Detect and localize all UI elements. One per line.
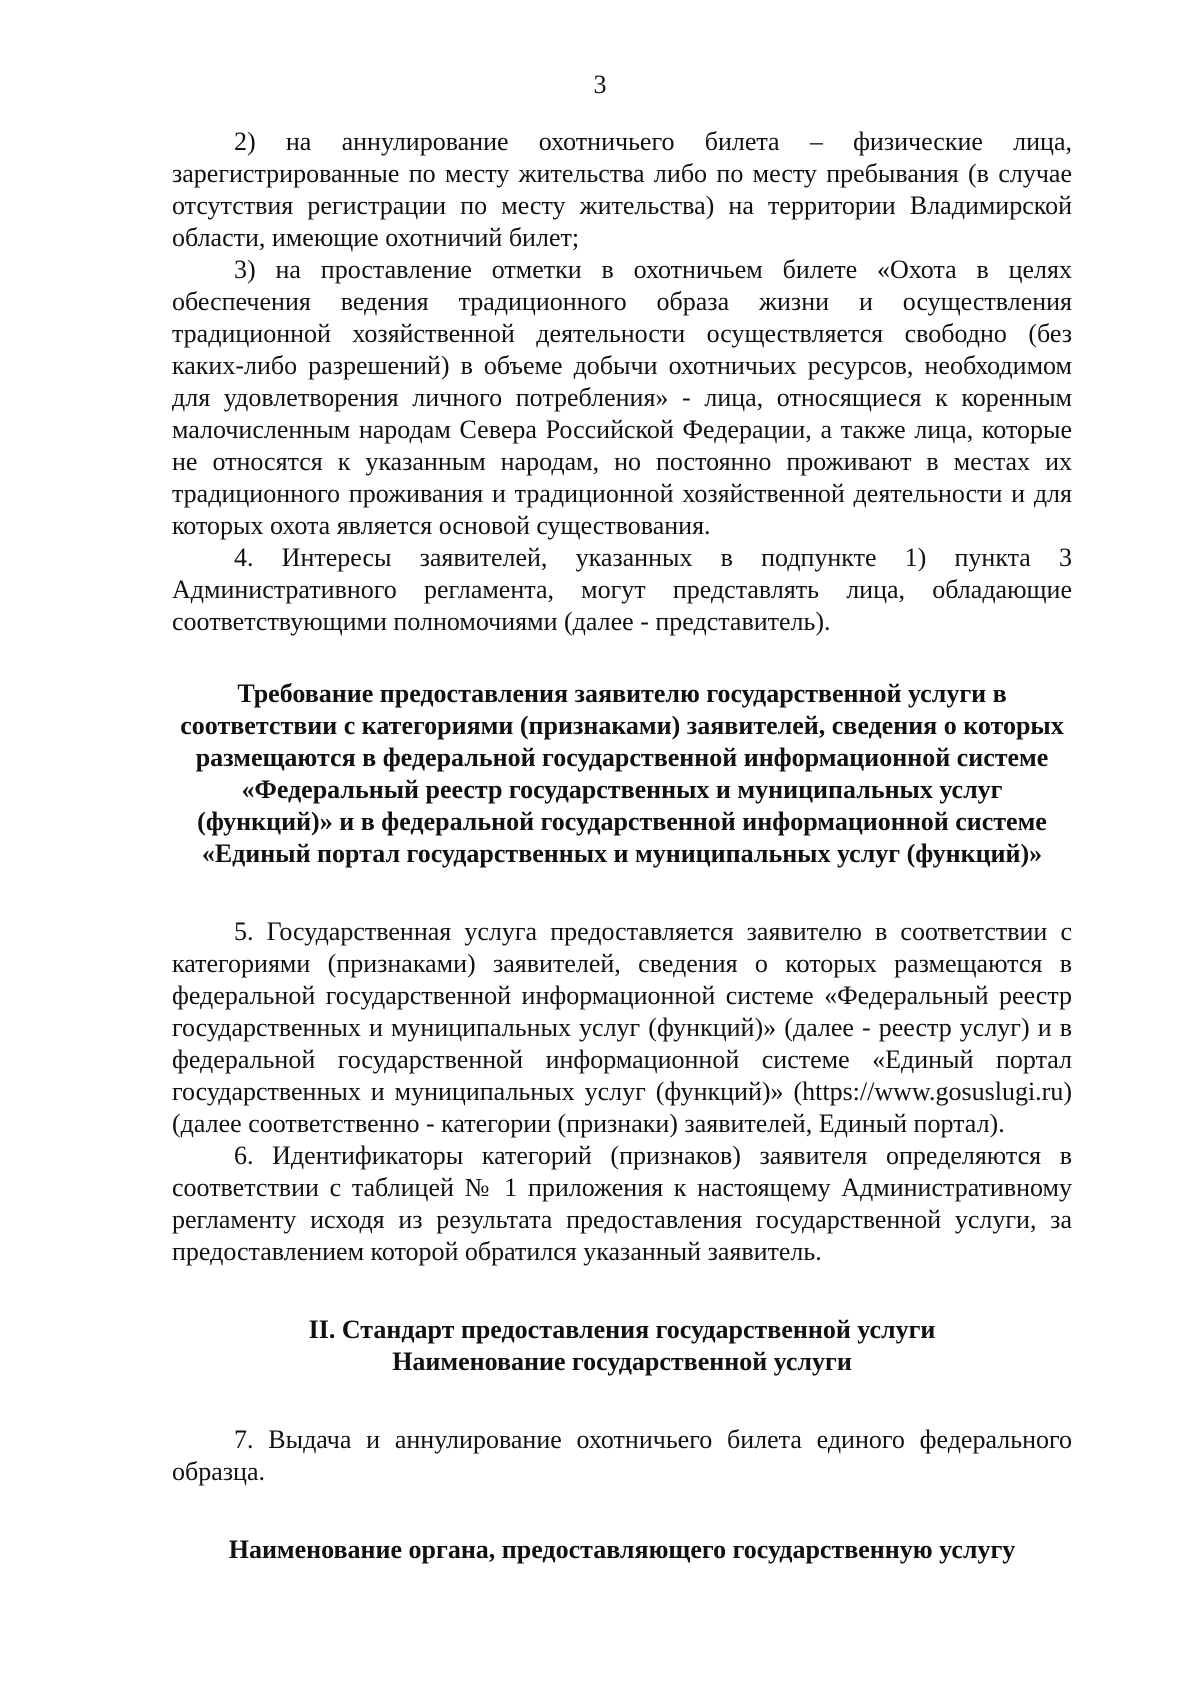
paragraph-4-representative: 4. Интересы заявителей, указанных в подпункте 1) пункта 3 Административного регламента, могут представлять лица, обладающие соответствующими полномочиями (далее - представитель).	[172, 543, 1072, 636]
heading-line: «Федеральный реестр государственных и муниципальных услуг	[241, 775, 1003, 804]
heading-line: размещаются в федеральной государственной информационной системе	[195, 743, 1049, 772]
document-body	[172, 126, 1072, 1566]
paragraph-5-categories: 5. Государственная услуга предоставляется заявителю в соответствии с категориями (признаками) заявителей, сведения о которых размещаются в федеральной государственной информационной системе «Федеральный реестр государственных и муниципальных услуг (функций)» (далее - реестр услуг) и в федеральной государственной информационной системе «Единый портал государственных и муниципальных услуг (функций)» (https://www.gosuslugi.ru) (далее соответственно - категории (признаки) заявителей, Единый портал).	[172, 917, 1072, 1138]
paragraph-6-identifiers: 6. Идентификаторы категорий (признаков) заявителя определяются в соответствии с таблицей № 1 приложения к настоящему Административному регламенту исходя из результата предоставления государственной услуги, за предоставлением которой обратился указанный заявитель.	[172, 1141, 1072, 1266]
heading-line: соответствии с категориями (признаками) заявителей, сведения о которых	[180, 711, 1064, 740]
section-heading-authority: Наименование органа, предоставляющего государственную услугу	[228, 1535, 1016, 1564]
heading-line: «Единый портал государственных и муниципальных услуг (функций)»	[201, 839, 1043, 868]
paragraph-2-annulment: 2) на аннулирование охотничьего билета – физические лица, зарегистрированные по месту жительства либо по месту пребывания (в случае отсутствия регистрации по месту жительства) на территории Владимирской области, имеющие охотничий билет;	[172, 127, 1072, 252]
heading-line: Требование предоставления заявителю государственной услуги в	[237, 679, 1007, 708]
section-heading-standard	[172, 1314, 1072, 1378]
heading-line: II. Стандарт предоставления государственной услуги	[308, 1315, 936, 1344]
heading-line: Наименование государственной услуги	[392, 1347, 852, 1376]
section-heading-requirements	[172, 678, 1072, 870]
page-number: 3	[593, 70, 607, 99]
paragraph-3-mark: 3) на проставление отметки в охотничьем билете «Охота в целях обеспечения ведения традиционного образа жизни и осуществления традиционной хозяйственной деятельности осуществляется свободно (без каких-либо разрешений) в объеме добычи охотничьих ресурсов, необходимом для удовлетворения личного потребления» - лица, относящиеся к коренным малочисленным народам Севера Российской Федерации, а также лица, которые не относятся к указанным народам, но постоянно проживают в местах их традиционного проживания и традиционной хозяйственной деятельности и для которых охота является основой существования.	[172, 255, 1072, 540]
heading-line: (функций)» и в федеральной государственной информационной системе	[197, 807, 1047, 836]
paragraph-7-service-name: 7. Выдача и аннулирование охотничьего билета единого федерального образца.	[172, 1425, 1072, 1486]
